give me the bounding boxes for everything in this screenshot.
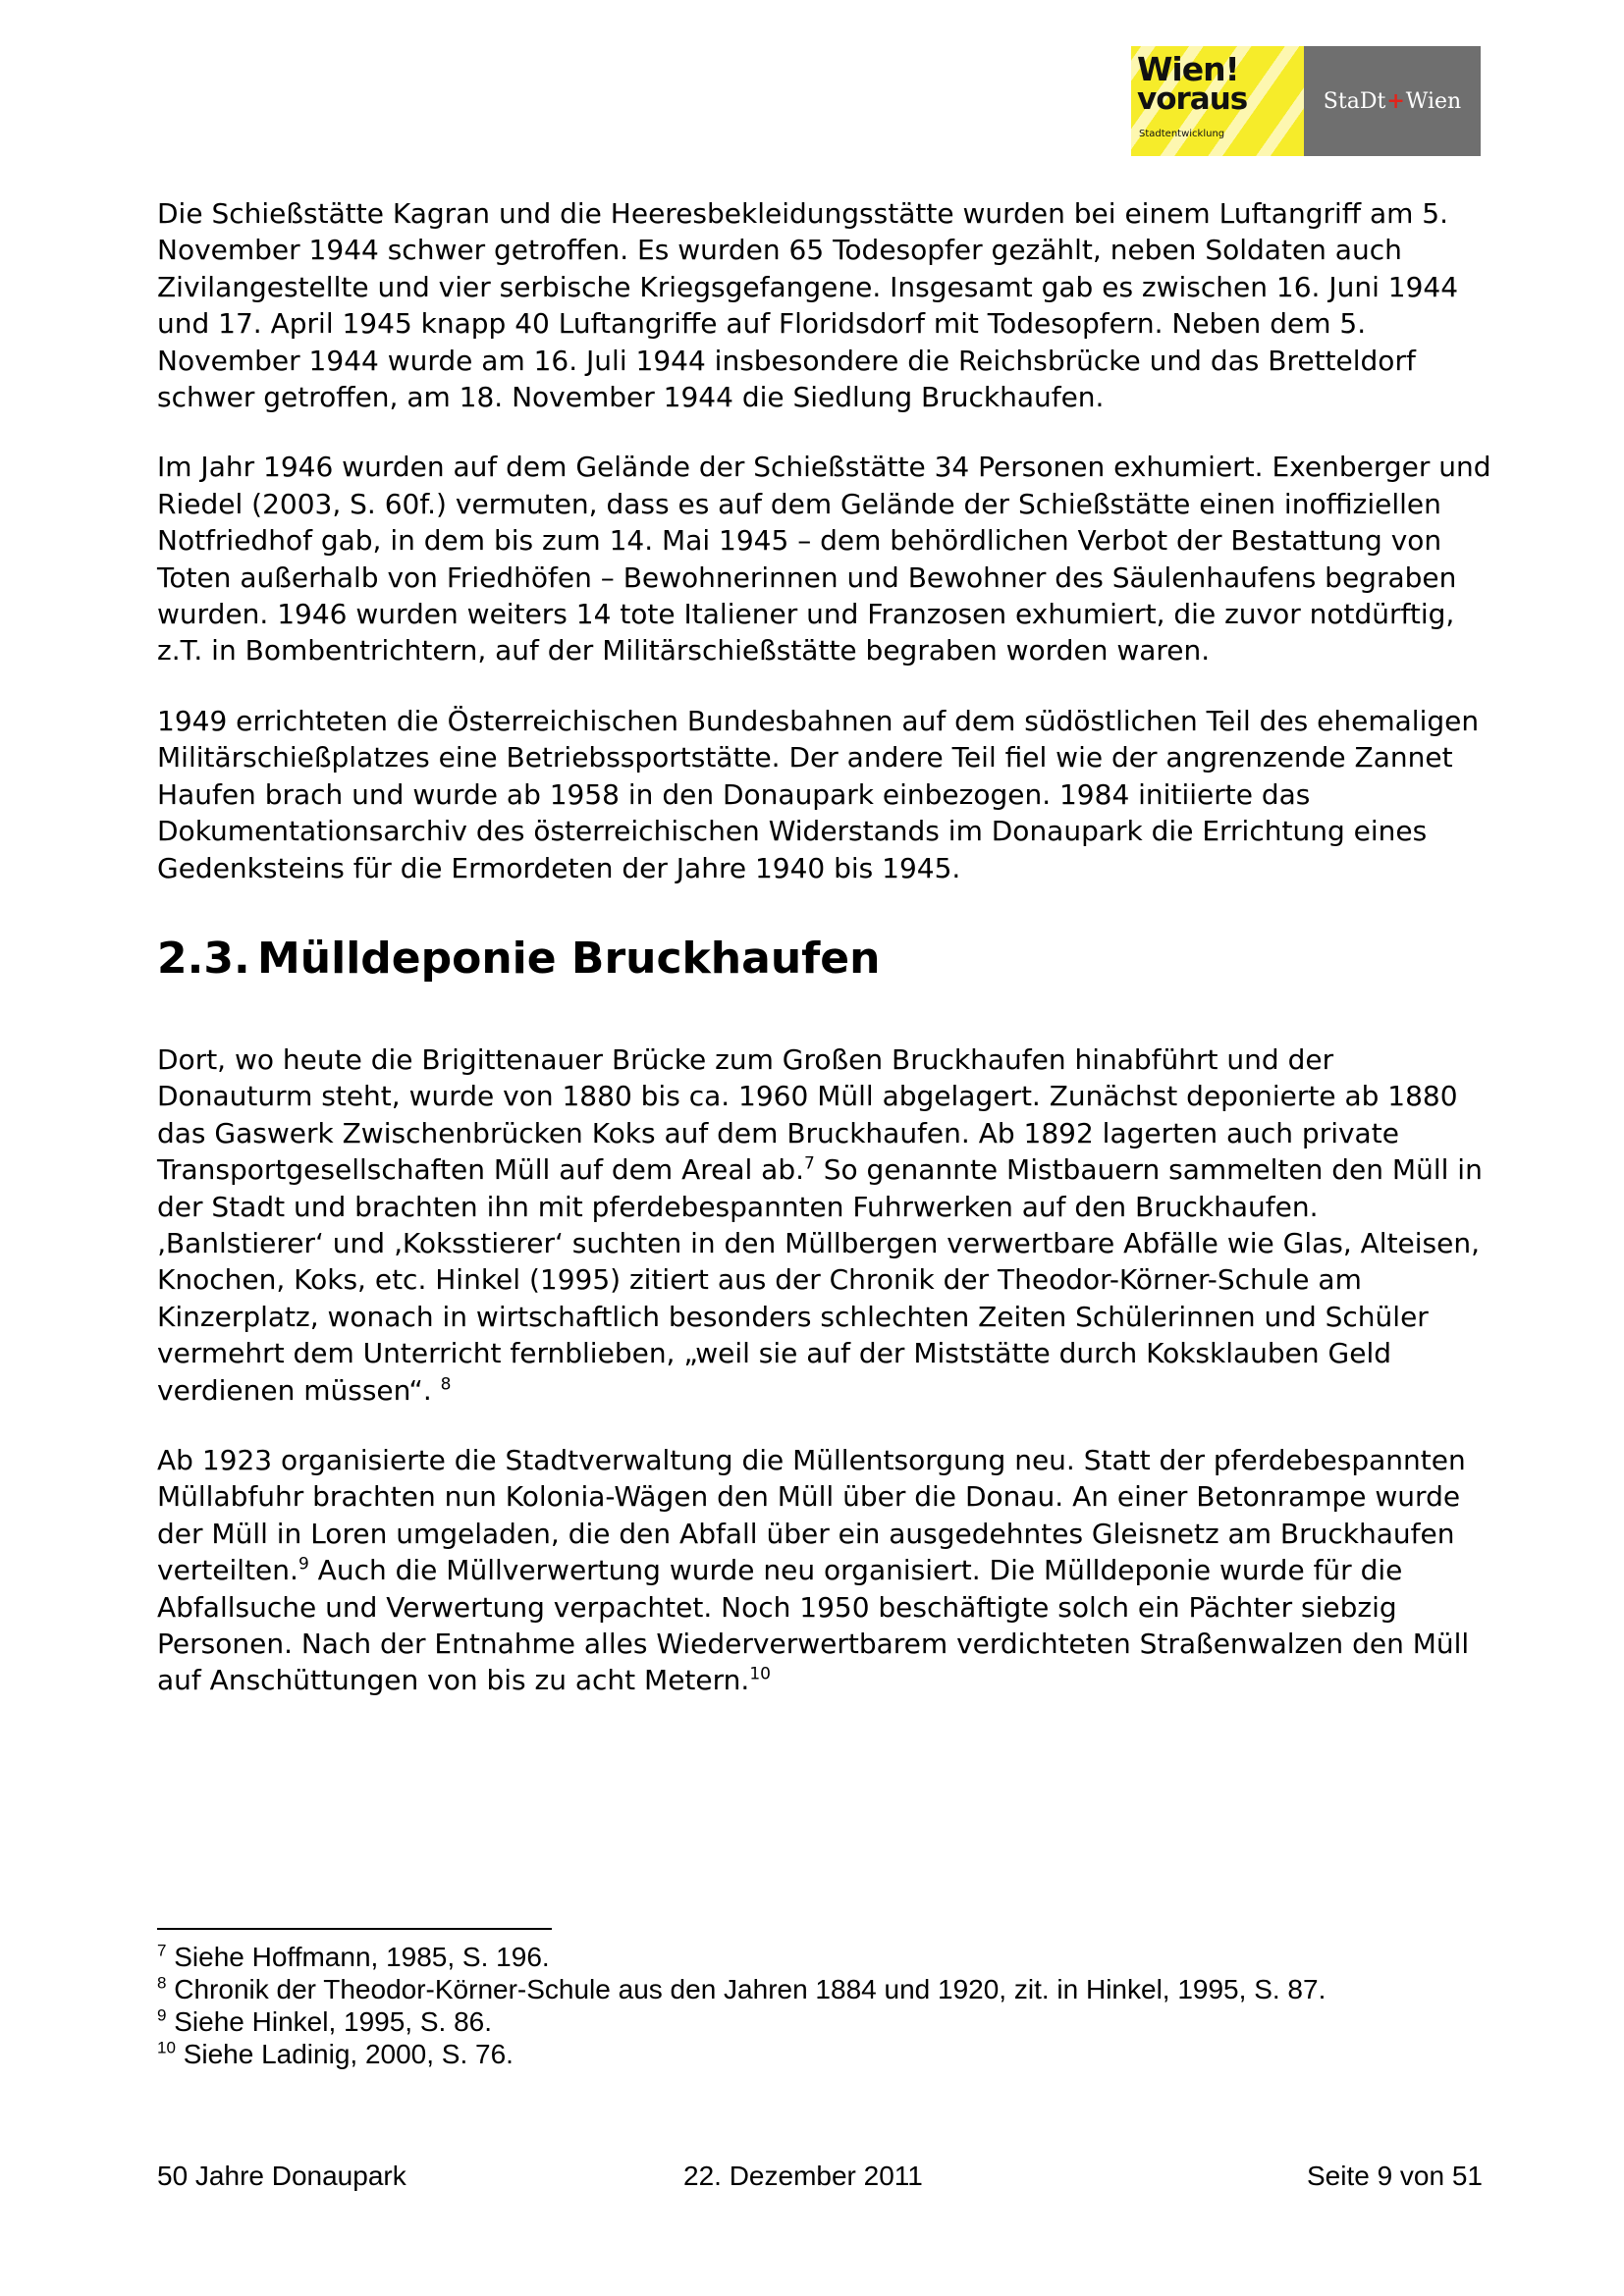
logo-wien-line2: voraus	[1137, 81, 1248, 117]
footnote-text: Siehe Hinkel, 1995, S. 86.	[166, 2006, 493, 2037]
logo-stadt-left: StaDt	[1323, 88, 1386, 114]
footnote-ref-link[interactable]: 7	[804, 1153, 815, 1174]
body-paragraph: Im Jahr 1946 wurden auf dem Gelände der Schießstätte 34 Personen exhumiert. Exenberger und Riedel (2003, S. 60f.) vermuten, dass es auf dem Gelände der Schießstätte einen inoffiziellen Notfriedhof gab, in dem bis zum 14. Mai 1945 – dem behördlichen Verbot der Bestattung von Toten außerhalb von Friedhöfen – Bewohnerinnen und Bewohner des Säulenhaufens begraben wurden. 1946 wurden weiters 14 tote Italiener und Franzosen exhumiert, die zuvor notdürftig, z.T. in Bombentrichtern, auf der Militärschießstätte begraben worden waren.	[157, 451, 1491, 667]
paragraph-text: So genannte Mistbauern sammelten den Müll in der Stadt und brachten ihn mit pferdebespannten Fuhrwerken auf den Bruckhaufen. ‚Banlstierer‘ und ‚Koksstierer‘ suchten in den Müllbergen verwertbare Abfälle wie Glas, Alteisen, Knochen, Koks, etc. Hinkel (1995) zitiert aus der Chronik der Theodor-Körner-Schule am Kinzerplatz, wonach in wirtschaftlich besonders schlechten Zeiten Schülerinnen und Schüler vermehrt dem Unterricht fernblieben, „weil sie auf der Miststätte durch Koksklauben Geld verdienen müssen“.	[157, 1153, 1483, 1407]
footer-date: 22. Dezember 2011	[683, 2161, 923, 2191]
logo-stadt-right: Wien	[1405, 88, 1462, 114]
section-paragraph	[157, 1041, 1492, 1409]
section-number: 2.3.	[157, 933, 250, 984]
footnote-number: 8	[157, 1973, 167, 1993]
footnote-number: 9	[157, 2005, 167, 2025]
footnote-text: Siehe Ladinig, 2000, S. 76.	[175, 2039, 514, 2069]
main-content	[157, 195, 1492, 1733]
footer-page-number: Seite 9 von 51	[1306, 2161, 1483, 2191]
section-paragraph	[157, 1442, 1492, 1699]
section-title: Mülldeponie Bruckhaufen	[257, 933, 881, 984]
paragraph-text: Ab 1923 organisierte die Stadtverwaltung die Müllentsorgung neu. Statt der pferdebespannten Müllabfuhr brachten nun Kolonia-Wägen den Müll über die Donau. An einer Betonrampe wurde der Müll in Loren umgeladen, die den Abfall über ein ausgedehntes Gleisnetz am Bruckhaufen verteilten.	[157, 1443, 1466, 1587]
footnote-ref-link[interactable]: 10	[749, 1665, 771, 1685]
footnote-number: 7	[157, 1941, 167, 1960]
footnotes	[157, 1941, 1473, 2070]
page-footer	[157, 2161, 1483, 2200]
body-paragraph: Die Schießstätte Kagran und die Heeresbekleidungsstätte wurden bei einem Luftangriff am 5. November 1944 schwer getroffen. Es wurden 65 Todesopfer gezählt, neben Soldaten auch Zivilangestellte und vier serbische Kriegsgefangene. Insgesamt gab es zwischen 16. Juni 1944 und 17. April 1945 knapp 40 Luftangriffe auf Floridsdorf mit Todesopfern. Neben dem 5. November 1944 wurde am 16. Juli 1944 insbesondere die Reichsbrücke und das Bretteldorf schwer getroffen, am 18. November 1944 die Siedlung Bruckhaufen.	[157, 197, 1459, 414]
logo-wien-subtitle: Stadtentwicklung	[1139, 129, 1225, 139]
section-heading	[157, 932, 1492, 987]
header-logos	[1131, 46, 1481, 156]
logo-stadt-cross: +	[1386, 88, 1405, 114]
wien-voraus-logo	[1131, 46, 1304, 156]
footnote-text: Siehe Hoffmann, 1985, S. 196.	[166, 1942, 550, 1972]
footer-document-title: 50 Jahre Donaupark	[157, 2161, 406, 2191]
footnote-item	[157, 1973, 1473, 2005]
footnote-text: Chronik der Theodor-Körner-Schule aus den Jahren 1884 und 1920, zit. in Hinkel, 1995, S. 87.	[166, 1974, 1326, 2004]
footnote-number: 10	[157, 2038, 176, 2057]
footnote-ref-link[interactable]: 8	[440, 1374, 452, 1395]
logo-wien-line1: Wien!	[1137, 50, 1239, 88]
body-paragraph: 1949 errichteten die Österreichischen Bundesbahnen auf dem südöstlichen Teil des ehemaligen Militärschießplatzes eine Betriebssportstätte. Der andere Teil fiel wie der angrenzende Zannet Haufen brach und wurde ab 1958 in den Donaupark einbezogen. 1984 initiierte das Dokumentationsarchiv des österreichischen Widerstands im Donaupark die Errichtung eines Gedenksteins für die Ermordeten der Jahre 1940 bis 1945.	[157, 704, 1480, 884]
footnote-divider	[157, 1928, 552, 1930]
footnote-item	[157, 1941, 1473, 1973]
footnote-item	[157, 2038, 1473, 2070]
stadt-wien-logo	[1304, 46, 1481, 156]
paragraph-text: Dort, wo heute die Brigittenauer Brücke zum Großen Bruckhaufen hinabführt und der Donauturm steht, wurde von 1880 bis ca. 1960 Müll abgelagert. Zunächst deponierte ab 1880 das Gaswerk Zwischenbrücken Koks auf dem Bruckhaufen. Ab 1892 lagerten auch private Transportgesellschaften Müll auf dem Areal ab.	[157, 1042, 1458, 1187]
footnote-ref-link[interactable]: 9	[298, 1554, 309, 1575]
footnote-item	[157, 2005, 1473, 2038]
paragraph-text: Auch die Müllverwertung wurde neu organisiert. Die Mülldeponie wurde für die Abfallsuche und Verwertung verpachtet. Noch 1950 beschäftigte solch ein Pächter siebzig Personen. Nach der Entnahme alles Wiederverwertbarem verdichteten Straßenwalzen den Müll auf Anschüttungen von bis zu acht Metern.	[157, 1554, 1470, 1697]
